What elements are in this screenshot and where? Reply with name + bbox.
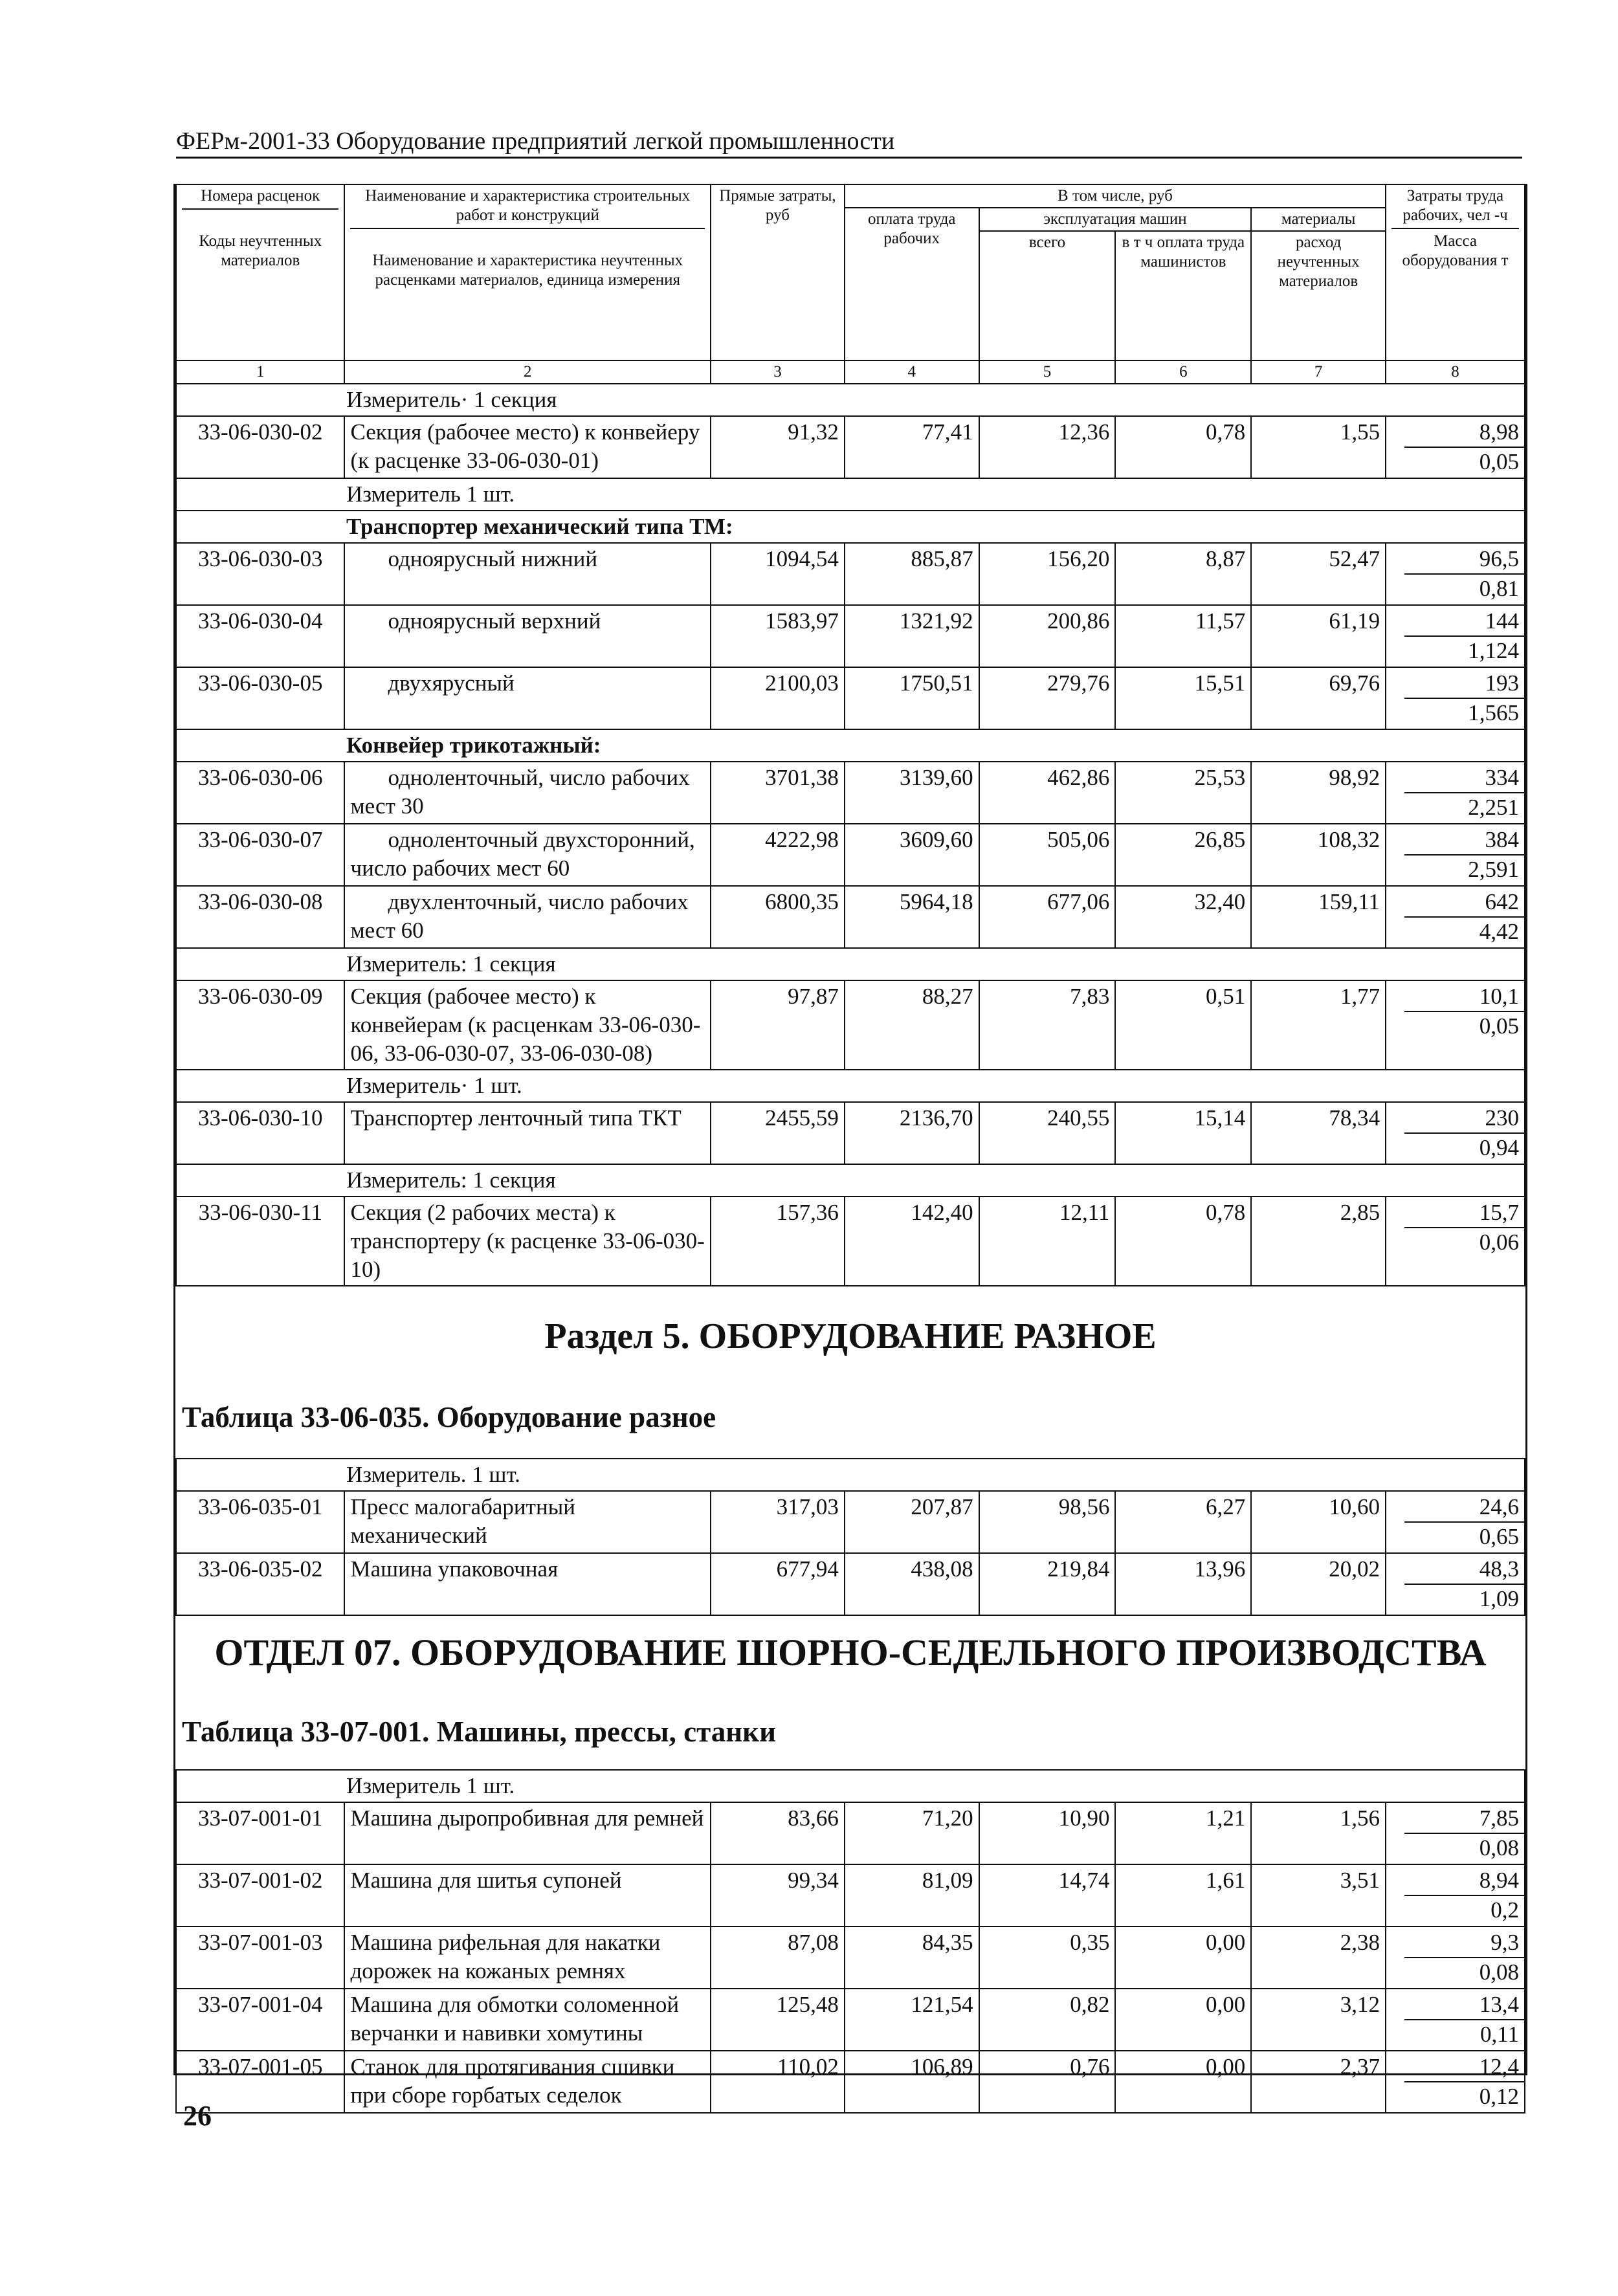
rate-machines: 0,76 <box>979 2051 1116 2113</box>
rate-operators: 0,00 <box>1115 2051 1251 2113</box>
measure-unit: Измеритель: 1 секция <box>176 948 1525 980</box>
rate-wages: 5964,18 <box>845 886 979 948</box>
rate-materials: 1,55 <box>1251 416 1386 478</box>
table-title-33-06-035: Таблица 33-06-035. Оборудование разное <box>182 1401 716 1433</box>
rate-materials: 2,38 <box>1251 1926 1386 1989</box>
rate-wages: 1750,51 <box>845 667 979 729</box>
header-materials: материалы <box>1251 208 1386 231</box>
rate-name <box>344 1864 711 1926</box>
rate-labor: 642 <box>1404 888 1524 918</box>
group-heading: Конвейер трикотажный: <box>176 729 1525 762</box>
rate-materials: 10,60 <box>1251 1491 1386 1553</box>
rate-mass: 0,05 <box>1479 449 1519 474</box>
rate-row <box>176 1926 1525 1989</box>
rate-mass: 2,591 <box>1468 857 1519 882</box>
rate-labor-mass <box>1386 1864 1525 1926</box>
measure-unit-row <box>176 384 1525 416</box>
rate-labor-mass <box>1386 824 1525 886</box>
rate-operators: 8,87 <box>1115 543 1251 605</box>
rate-direct: 677,94 <box>711 1553 845 1615</box>
measure-unit: Измеритель 1 шт. <box>176 478 1525 511</box>
rate-machines: 10,90 <box>979 1802 1116 1864</box>
rate-labor: 15,7 <box>1404 1198 1524 1228</box>
rate-name <box>344 605 711 667</box>
rate-row <box>176 1491 1525 1553</box>
rate-direct: 6800,35 <box>711 886 845 948</box>
rate-labor: 8,98 <box>1404 418 1524 448</box>
measure-unit-row <box>176 1070 1525 1102</box>
rate-name <box>344 1491 711 1553</box>
rate-mass: 0,65 <box>1479 1524 1519 1549</box>
rate-code: 33-06-030-09 <box>176 980 344 1070</box>
rate-direct: 97,87 <box>711 980 845 1070</box>
rate-mass: 2,251 <box>1468 795 1519 820</box>
rate-machines: 156,20 <box>979 543 1116 605</box>
rate-wages: 88,27 <box>845 980 979 1070</box>
rate-machines: 219,84 <box>979 1553 1116 1615</box>
rate-labor: 193 <box>1404 669 1524 699</box>
rate-name <box>344 416 711 478</box>
rate-materials: 61,19 <box>1251 605 1386 667</box>
rate-direct: 87,08 <box>711 1926 845 1989</box>
rate-labor: 7,85 <box>1404 1804 1524 1834</box>
rate-materials: 98,92 <box>1251 762 1386 824</box>
rate-code: 33-06-030-07 <box>176 824 344 886</box>
rate-name <box>344 980 711 1070</box>
rate-wages: 2136,70 <box>845 1102 979 1164</box>
measure-unit: Измеритель: 1 секция <box>176 1164 1525 1197</box>
rate-operators: 0,51 <box>1115 980 1251 1070</box>
rate-code: 33-06-030-08 <box>176 886 344 948</box>
rate-labor-mass <box>1386 1926 1525 1989</box>
rate-labor: 9,3 <box>1404 1928 1524 1958</box>
table-title-33-07-001: Таблица 33-07-001. Машины, прессы, станки <box>182 1716 777 1748</box>
rate-labor-mass <box>1386 1553 1525 1615</box>
rate-name-text: одноярусный нижний <box>388 546 598 571</box>
rate-mass: 0,08 <box>1479 1835 1519 1860</box>
rate-name <box>344 1989 711 2051</box>
rate-machines: 279,76 <box>979 667 1116 729</box>
price-table-33-06-030 <box>175 184 1525 1286</box>
measure-unit-row <box>176 1164 1525 1197</box>
rate-machines: 12,36 <box>979 416 1116 478</box>
rate-code: 33-07-001-04 <box>176 1989 344 2051</box>
group-heading: Транспортер механический типа ТМ: <box>176 511 1525 543</box>
rate-code: 33-06-030-02 <box>176 416 344 478</box>
rate-row <box>176 416 1525 478</box>
rate-code: 33-06-035-02 <box>176 1553 344 1615</box>
rate-materials: 52,47 <box>1251 543 1386 605</box>
header-names: Наименование и характеристика строительных работ и конструкций Наименование и характеристика неучтенных расценками материалов, единица измерения <box>344 184 711 360</box>
rate-direct: 157,36 <box>711 1197 845 1286</box>
rate-labor-mass <box>1386 1102 1525 1164</box>
rate-wages: 84,35 <box>845 1926 979 1989</box>
column-number-cell: 4 <box>845 360 979 384</box>
rate-name-text: Секция (рабочее место) к конвейерам (к расценкам 33-06-030-06, 33-06-030-07, 33-06-030-08) <box>350 984 701 1066</box>
column-number-cell: 3 <box>711 360 845 384</box>
rate-name-text: Машина для шитья супоней <box>350 1868 622 1893</box>
rate-operators: 11,57 <box>1115 605 1251 667</box>
rate-name-text: Машина для обмотки соломенной верчанки и навивки хомутины <box>350 1992 680 2046</box>
rate-wages: 81,09 <box>845 1864 979 1926</box>
price-table-33-07-001 <box>175 1769 1525 2114</box>
rate-materials: 78,34 <box>1251 1102 1386 1164</box>
rate-name-text: Машина дыропробивная для ремней <box>350 1805 704 1831</box>
rate-materials: 1,56 <box>1251 1802 1386 1864</box>
rate-wages: 142,40 <box>845 1197 979 1286</box>
rate-machines: 14,74 <box>979 1864 1116 1926</box>
measure-unit-row <box>176 478 1525 511</box>
rate-direct: 2455,59 <box>711 1102 845 1164</box>
rate-name <box>344 824 711 886</box>
rate-name <box>344 543 711 605</box>
rate-materials: 2,37 <box>1251 2051 1386 2113</box>
header-including: В том числе, руб <box>845 184 1386 208</box>
rate-name-text: Секция (рабочее место) к конвейеру (к расценке 33-06-030-01) <box>350 419 700 473</box>
department-title: ОТДЕЛ 07. ОБОРУДОВАНИЕ ШОРНО-СЕДЕЛЬНОГО ПРОИЗВОДСТВА <box>214 1631 1487 1673</box>
rate-row <box>176 667 1525 729</box>
rate-operators: 15,14 <box>1115 1102 1251 1164</box>
rate-row <box>176 1197 1525 1286</box>
rate-labor: 10,1 <box>1404 982 1524 1012</box>
rate-mass: 0,94 <box>1479 1135 1519 1160</box>
rate-code: 33-06-030-05 <box>176 667 344 729</box>
rate-labor-mass <box>1386 1802 1525 1864</box>
rate-name-text: Транспортер ленточный типа ТКТ <box>350 1105 682 1131</box>
rate-name <box>344 886 711 948</box>
page-number: 26 <box>183 2100 212 2132</box>
rate-labor-mass <box>1386 762 1525 824</box>
rate-machines: 677,06 <box>979 886 1116 948</box>
rate-labor-mass <box>1386 980 1525 1070</box>
rate-name <box>344 2051 711 2113</box>
rate-labor-mass <box>1386 667 1525 729</box>
rate-labor: 230 <box>1404 1104 1524 1134</box>
rate-mass: 0,12 <box>1479 2084 1519 2109</box>
rate-direct: 91,32 <box>711 416 845 478</box>
rate-row <box>176 1864 1525 1926</box>
rate-name <box>344 1802 711 1864</box>
rate-row <box>176 2051 1525 2113</box>
measure-unit-row <box>176 1770 1525 1802</box>
rate-name-text: двухярусный <box>388 670 515 696</box>
column-numbers-row <box>176 360 1525 384</box>
rate-name-text: Станок для протягивания сшивки при сборе горбатых седелок <box>350 2054 675 2108</box>
rate-mass: 1,09 <box>1479 1586 1519 1611</box>
rate-direct: 1583,97 <box>711 605 845 667</box>
rate-row <box>176 762 1525 824</box>
group-heading-row <box>176 729 1525 762</box>
rate-labor-mass <box>1386 416 1525 478</box>
rate-direct: 83,66 <box>711 1802 845 1864</box>
rate-labor-mass <box>1386 2051 1525 2113</box>
rate-code: 33-06-030-11 <box>176 1197 344 1286</box>
header-unaccounted-materials: расход неучтенных материалов <box>1251 231 1386 360</box>
rate-mass: 0,11 <box>1480 2022 1519 2047</box>
rate-labor: 8,94 <box>1404 1866 1524 1896</box>
section-title: Раздел 5. ОБОРУДОВАНИЕ РАЗНОЕ <box>544 1316 1157 1356</box>
header-codes: Номера расценок Коды неучтенных материалов <box>176 184 344 360</box>
group-heading-row <box>176 511 1525 543</box>
rate-operators: 26,85 <box>1115 824 1251 886</box>
rate-materials: 2,85 <box>1251 1197 1386 1286</box>
rate-code: 33-07-001-05 <box>176 2051 344 2113</box>
rate-labor: 24,6 <box>1404 1493 1524 1523</box>
header-machines: эксплуатация машин <box>979 208 1252 231</box>
rate-labor-mass <box>1386 1989 1525 2051</box>
rate-labor-mass <box>1386 1197 1525 1286</box>
rate-labor: 13,4 <box>1404 1991 1524 2020</box>
rate-materials: 69,76 <box>1251 667 1386 729</box>
rate-code: 33-07-001-03 <box>176 1926 344 1989</box>
rate-name-text: Секция (2 рабочих места) к транспортеру (к расценке 33-06-030-10) <box>350 1200 705 1282</box>
rate-mass: 0,05 <box>1479 1013 1519 1039</box>
rate-name-text: двухленточный, число рабочих мест 60 <box>350 889 689 943</box>
rate-labor: 144 <box>1404 607 1524 637</box>
rate-name <box>344 762 711 824</box>
rate-row <box>176 1989 1525 2051</box>
rate-wages: 438,08 <box>845 1553 979 1615</box>
rate-direct: 1094,54 <box>711 543 845 605</box>
rate-operators: 0,78 <box>1115 1197 1251 1286</box>
rate-materials: 1,77 <box>1251 980 1386 1070</box>
rate-labor: 12,4 <box>1404 2053 1524 2082</box>
rate-name-text: одноленточный двухсторонний, число рабочих мест 60 <box>350 827 695 881</box>
rate-labor: 334 <box>1404 764 1524 793</box>
rate-operators: 13,96 <box>1115 1553 1251 1615</box>
rate-wages: 207,87 <box>845 1491 979 1553</box>
rate-wages: 121,54 <box>845 1989 979 2051</box>
rate-labor-mass <box>1386 605 1525 667</box>
rate-code: 33-06-030-04 <box>176 605 344 667</box>
rate-labor: 384 <box>1404 826 1524 855</box>
rate-wages: 77,41 <box>845 416 979 478</box>
rate-name <box>344 1197 711 1286</box>
rate-wages: 3609,60 <box>845 824 979 886</box>
measure-unit: Измеритель. 1 шт. <box>176 1459 1525 1491</box>
rate-code: 33-06-030-06 <box>176 762 344 824</box>
header-labor-mass: Затраты труда рабочих, чел -ч Масса оборудования т <box>1386 184 1525 360</box>
rate-mass: 1,565 <box>1468 700 1519 725</box>
rate-code: 33-06-030-03 <box>176 543 344 605</box>
column-number-cell: 8 <box>1386 360 1525 384</box>
column-number-cell: 7 <box>1251 360 1386 384</box>
rate-machines: 462,86 <box>979 762 1116 824</box>
rate-code: 33-06-035-01 <box>176 1491 344 1553</box>
rate-wages: 1321,92 <box>845 605 979 667</box>
measure-unit-row <box>176 1459 1525 1491</box>
rate-direct: 110,02 <box>711 2051 845 2113</box>
rate-name-text: одноярусный верхний <box>388 608 601 634</box>
rate-name-text: Пресс малогабаритный механический <box>350 1494 575 1548</box>
rate-materials: 3,12 <box>1251 1989 1386 2051</box>
column-number-cell: 6 <box>1115 360 1251 384</box>
rate-direct: 3701,38 <box>711 762 845 824</box>
measure-unit: Измеритель 1 шт. <box>176 1770 1525 1802</box>
column-number-cell: 2 <box>344 360 711 384</box>
rate-name <box>344 1926 711 1989</box>
rate-direct: 99,34 <box>711 1864 845 1926</box>
column-number-cell: 5 <box>979 360 1116 384</box>
rate-name-text: Машина рифельная для накатки дорожек на кожаных ремнях <box>350 1930 661 1983</box>
rate-operators: 15,51 <box>1115 667 1251 729</box>
rate-labor: 96,5 <box>1404 545 1524 575</box>
rate-machines: 240,55 <box>979 1102 1116 1164</box>
rate-materials: 108,32 <box>1251 824 1386 886</box>
rate-machines: 7,83 <box>979 980 1116 1070</box>
rate-row <box>176 605 1525 667</box>
rate-name <box>344 667 711 729</box>
column-number-cell: 1 <box>176 360 344 384</box>
rate-machines: 0,82 <box>979 1989 1116 2051</box>
rate-wages: 71,20 <box>845 1802 979 1864</box>
rate-operators: 1,21 <box>1115 1802 1251 1864</box>
price-table-33-06-035 <box>175 1458 1525 1616</box>
rate-mass: 0,81 <box>1479 576 1519 601</box>
rate-name-text: Машина упаковочная <box>350 1556 559 1582</box>
rate-mass: 0,2 <box>1491 1897 1519 1923</box>
header-machines-total: всего <box>979 231 1116 360</box>
rate-wages: 3139,60 <box>845 762 979 824</box>
rate-direct: 317,03 <box>711 1491 845 1553</box>
rate-row <box>176 1102 1525 1164</box>
rate-wages: 106,89 <box>845 2051 979 2113</box>
rate-labor-mass <box>1386 886 1525 948</box>
rate-direct: 2100,03 <box>711 667 845 729</box>
rate-mass: 0,06 <box>1479 1230 1519 1255</box>
rate-labor-mass <box>1386 543 1525 605</box>
rate-code: 33-06-030-10 <box>176 1102 344 1164</box>
measure-unit: Измеритель· 1 шт. <box>176 1070 1525 1102</box>
rate-name <box>344 1102 711 1164</box>
rate-materials: 159,11 <box>1251 886 1386 948</box>
rate-row <box>176 824 1525 886</box>
header-operators-wages: в т ч оплата труда машинистов <box>1115 231 1251 360</box>
header-row-top <box>176 184 1525 208</box>
rate-operators: 0,00 <box>1115 1989 1251 2051</box>
rate-operators: 6,27 <box>1115 1491 1251 1553</box>
rate-materials: 20,02 <box>1251 1553 1386 1615</box>
rate-machines: 98,56 <box>979 1491 1116 1553</box>
rate-wages: 885,87 <box>845 543 979 605</box>
rate-row <box>176 1802 1525 1864</box>
header-wages: оплата труда рабочих <box>845 208 979 360</box>
rate-mass: 0,08 <box>1479 1959 1519 1985</box>
rate-code: 33-07-001-02 <box>176 1864 344 1926</box>
rate-machines: 200,86 <box>979 605 1116 667</box>
rate-operators: 32,40 <box>1115 886 1251 948</box>
rate-name <box>344 1553 711 1615</box>
rate-mass: 1,124 <box>1468 638 1519 663</box>
rate-labor: 48,3 <box>1404 1555 1524 1585</box>
rate-machines: 505,06 <box>979 824 1116 886</box>
rate-operators: 0,00 <box>1115 1926 1251 1989</box>
rate-labor-mass <box>1386 1491 1525 1553</box>
rate-mass: 4,42 <box>1479 919 1519 944</box>
rate-name-text: одноленточный, число рабочих мест 30 <box>350 765 690 819</box>
rate-row <box>176 886 1525 948</box>
rate-row <box>176 543 1525 605</box>
rate-operators: 25,53 <box>1115 762 1251 824</box>
rate-machines: 0,35 <box>979 1926 1116 1989</box>
rate-direct: 125,48 <box>711 1989 845 2051</box>
rate-materials: 3,51 <box>1251 1864 1386 1926</box>
rate-operators: 1,61 <box>1115 1864 1251 1926</box>
measure-unit: Измеритель· 1 секция <box>176 384 1525 416</box>
price-sheet <box>173 184 1527 2109</box>
rate-direct: 4222,98 <box>711 824 845 886</box>
header-direct-costs: Прямые затраты, руб <box>711 184 845 360</box>
rate-row <box>176 1553 1525 1615</box>
rate-code: 33-07-001-01 <box>176 1802 344 1864</box>
rate-row <box>176 980 1525 1070</box>
rate-operators: 0,78 <box>1115 416 1251 478</box>
rate-machines: 12,11 <box>979 1197 1116 1286</box>
running-head: ФЕРм-2001-33 Оборудование предприятий легкой промышленности <box>176 127 1522 159</box>
measure-unit-row <box>176 948 1525 980</box>
